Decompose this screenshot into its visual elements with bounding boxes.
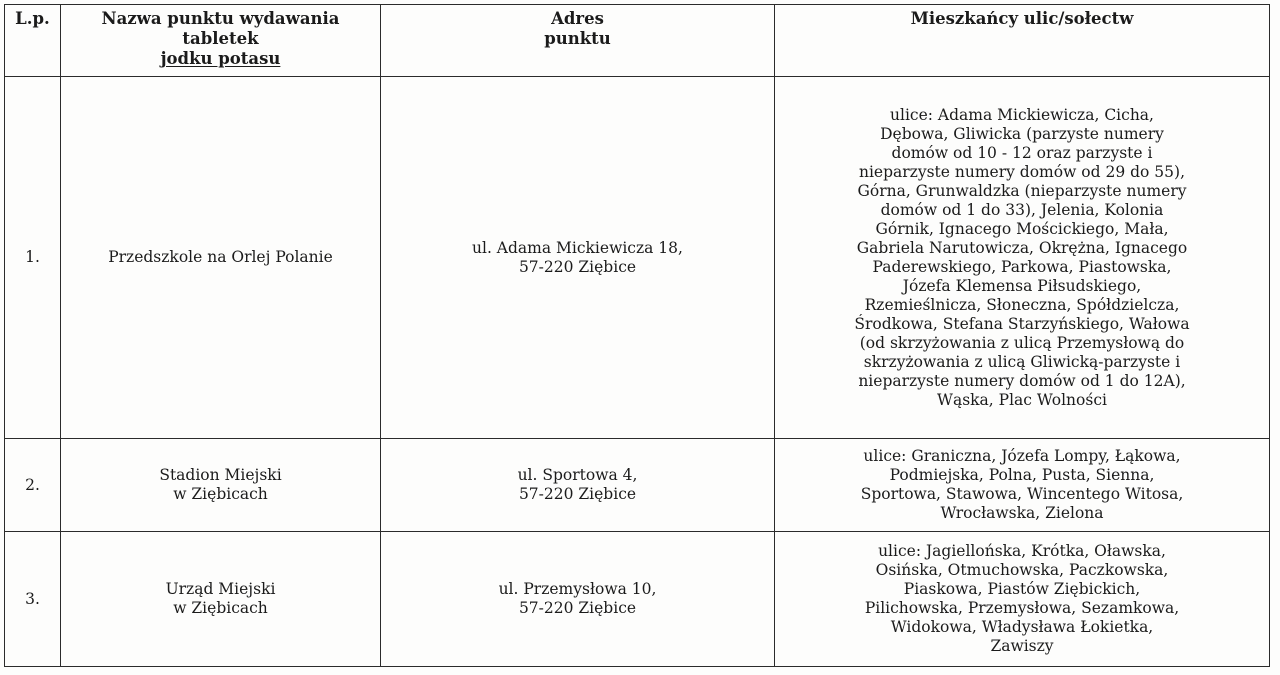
table-row — [5, 439, 1270, 532]
streets-line: Widokowa, Władysława Łokietka, — [890, 618, 1154, 636]
point-name-line: w Ziębicach — [173, 485, 268, 503]
streets-line: ulice: Graniczna, Józefa Lompy, Łąkowa, — [863, 447, 1181, 465]
header-name — [61, 5, 381, 77]
streets-line: Gabriela Narutowicza, Okrężna, Ignacego — [856, 238, 1188, 257]
header-residents: Mieszkańcy ulic/sołectw — [775, 5, 1270, 77]
header-name-line: jodku potasu — [160, 49, 281, 68]
streets-line: Rzemieślnicza, Słoneczna, Spółdzielcza, — [864, 295, 1180, 314]
point-name-line: Stadion Miejski — [159, 466, 282, 484]
streets-line: nieparzyste numery domów od 1 do 12A), — [858, 371, 1186, 390]
header-address — [381, 5, 775, 77]
row-number: 3. — [5, 532, 61, 667]
streets-line: nieparzyste numery domów od 29 do 55), — [858, 162, 1185, 181]
streets-line: domów od 1 do 33), Jelenia, Kolonia — [880, 200, 1164, 219]
table-header-row — [5, 5, 1270, 77]
residents-streets — [775, 532, 1270, 667]
streets-line: Zawiszy — [990, 637, 1054, 655]
header-address-line: punktu — [544, 29, 611, 48]
streets-line: ulice: Adama Mickiewicza, Cicha, — [890, 105, 1154, 124]
streets-line: Józefa Klemensa Piłsudskiego, — [902, 276, 1142, 295]
streets-line: (od skrzyżowania z ulicą Przemysłową do — [859, 333, 1185, 352]
streets-line: ulice: Jagiellońska, Krótka, Oławska, — [878, 542, 1166, 560]
point-address — [381, 77, 775, 439]
header-name-line: Nazwa punktu wydawania — [101, 9, 340, 28]
header-address-line: Adres — [551, 9, 604, 28]
streets-line: Wrocławska, Zielona — [940, 504, 1104, 522]
streets-line: Piaskowa, Piastów Ziębickich, — [903, 580, 1141, 598]
streets-line: Górnik, Ignacego Mościckiego, Mała, — [875, 219, 1169, 238]
point-address-line: 57-220 Ziębice — [518, 257, 637, 276]
point-address-line: ul. Adama Mickiewicza 18, — [472, 238, 683, 257]
streets-line: Wąska, Plac Wolności — [937, 390, 1107, 409]
point-address — [381, 532, 775, 667]
streets-line: Górna, Grunwaldzka (nieparzyste numery — [857, 181, 1187, 200]
streets-line: Pilichowska, Przemysłowa, Sezamkowa, — [864, 599, 1180, 617]
header-name-line: tabletek — [182, 29, 259, 48]
point-address-line: ul. Sportowa 4, — [517, 466, 638, 484]
row-number: 1. — [5, 77, 61, 439]
streets-line: Środkowa, Stefana Starzyńskiego, Wałowa — [854, 314, 1190, 333]
header-lp: L.p. — [5, 5, 61, 77]
point-name-line: Urząd Miejski — [165, 580, 276, 598]
point-address — [381, 439, 775, 532]
streets-line: Podmiejska, Polna, Pusta, Sienna, — [889, 466, 1155, 484]
point-address-line: 57-220 Ziębice — [518, 599, 637, 617]
table-row — [5, 532, 1270, 667]
streets-line: Osińska, Otmuchowska, Paczkowska, — [875, 561, 1169, 579]
residents-streets — [775, 439, 1270, 532]
point-name — [61, 532, 381, 667]
streets-line: Sportowa, Stawowa, Wincentego Witosa, — [860, 485, 1184, 503]
streets-line: Dębowa, Gliwicka (parzyste numery — [880, 124, 1164, 143]
distribution-points-table — [4, 4, 1270, 667]
point-address-line: 57-220 Ziębice — [518, 485, 637, 503]
point-name — [61, 439, 381, 532]
table-row — [5, 77, 1270, 439]
point-name-line: w Ziębicach — [173, 599, 268, 617]
streets-line: Paderewskiego, Parkowa, Piastowska, — [872, 257, 1172, 276]
row-number: 2. — [5, 439, 61, 532]
residents-streets — [775, 77, 1270, 439]
point-address-line: ul. Przemysłowa 10, — [498, 580, 657, 598]
streets-line: domów od 10 - 12 oraz parzyste i — [891, 143, 1153, 162]
point-name-line: Przedszkole na Orlej Polanie — [108, 248, 333, 266]
point-name — [61, 77, 381, 439]
streets-line: skrzyżowania z ulicą Gliwicką-parzyste i — [863, 352, 1181, 371]
